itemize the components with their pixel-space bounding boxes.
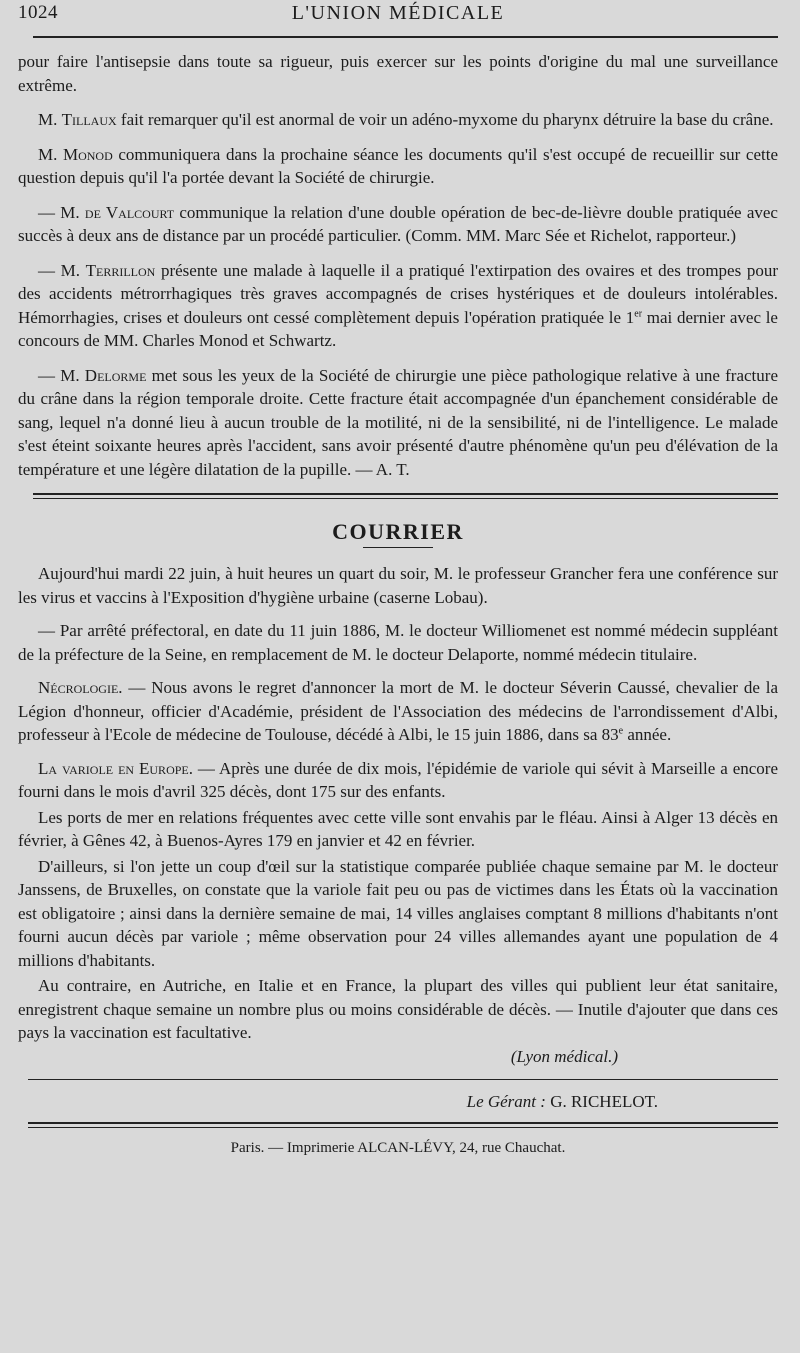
courrier-section — [18, 562, 778, 1069]
proceedings-paragraph: M. Monod communiquera dans la prochaine séance les documents qu'il s'est occupé de recueillir sur cette question depuis qu'il l'a portée devant la Société de chirurgie. — [18, 144, 778, 187]
speaker-name: Delorme — [84, 365, 147, 385]
speaker-name: Tillaux — [61, 110, 117, 129]
news-paragraph: — Par arrêté préfectoral, en date du 11 juin 1886, M. le docteur Williomenet est nommé médecin suppléant de la préfecture de la Seine, en remplacement de M. le docteur Delaporte, nommé médecin titulaire. — [18, 621, 778, 664]
necrology-paragraph: Nécrologie. — Nous avons le regret d'annoncer la mort de M. le docteur Séverin Caussé, chevalier de la Légion d'honneur, officier d'Académie, président de l'Association des médecins de l'arrondissement d'Albi, professeur à l'Ecole de médecine de Toulouse, décédé à Albi, le 15 juin 1886, dans sa 83e année. — [18, 678, 778, 744]
variole-label: La variole en Europe. — [38, 758, 193, 778]
speaker-name: Terrillon — [85, 260, 156, 280]
variole-paragraph: Au contraire, en Autriche, en Italie et en France, la plupart des villes qui publient leur état sanitaire, enregistrent chaque semaine un nombre plus ou moins considérable de décès. — Inutile d'ajouter que dans ces pays la vaccination est facultative. — [18, 976, 778, 1042]
proceedings-paragraph: — M. Delorme met sous les yeux de la Société de chirurgie une pièce pathologique relative à une fracture du crâne dans la région temporale droite. Cette fracture était accompagnée d'un épanchement considérable de sang, lequel n'a donné lieu à aucun trouble de la motilité, ni de la sensibilité, ni de l'intelligence. Le malade s'est éteint soixante heures après l'accident, sans avoir présenté d'autre phénomène qu'un peu d'élévation de la température et une légère dilatation de la pupille. — A. T. — [18, 365, 778, 479]
speaker-name: de Valcourt — [84, 202, 175, 222]
section-divider — [33, 493, 778, 499]
speaker-name: Monod — [62, 144, 113, 164]
header-rule — [33, 36, 778, 38]
printer-imprint: Paris. — Imprimerie ALCAN-LÉVY, 24, rue Chauchat. — [230, 1139, 566, 1156]
proceedings-paragraph: — M. Terrillon présente une malade à laquelle il a pratiqué l'extirpation des ovaires et des trompes pour des accidents métrorrhagiques très graves accompagnés de crises hystériques et de douleurs intolérables. Hémorrhagies, crises et douleurs ont cessé complètement depuis l'opération pratiquée le 1er mai dernier avec le concours de MM. Charles Monod et Schwartz. — [18, 260, 778, 350]
title-underline — [363, 547, 433, 548]
footer-double-rule — [28, 1122, 778, 1128]
gerant-name: G. RICHELOT. — [545, 1091, 658, 1111]
necrology-label: Nécrologie. — [38, 678, 123, 697]
variole-paragraph: Les ports de mer en relations fréquentes avec cette ville sont envahis par le fléau. Ainsi à Alger 13 décès en février, à Gênes 42, à Buenos-Ayres 179 en janvier et 42 en février. — [18, 807, 778, 850]
proceedings-paragraph: — M. de Valcourt communique la relation d'une double opération de bec-de-lièvre double pratiquée avec succès à deux ans de distance par un procédé particulier. (Comm. MM. Marc Sée et Richelot, rapporteur.) — [18, 202, 778, 245]
gerant-label: Le Gérant : — [466, 1091, 546, 1111]
news-paragraph: Aujourd'hui mardi 22 juin, à huit heures un quart du soir, M. le professeur Grancher fera une conférence sur les virus et vaccins à l'Exposition d'hygiène urbaine (caserne Lobau). — [18, 564, 778, 607]
society-proceedings — [18, 50, 778, 481]
variole-paragraph: D'ailleurs, si l'on jette un coup d'œil sur la statistique comparée publiée chaque semaine par M. le docteur Janssens, de Bruxelles, on constate que la variole fait peu ou pas de victimes dans les États où la vaccination est obligatoire ; ainsi dans la dernière semaine de mai, 14 villes anglaises comptant 8 millions d'habitants n'ont fourni aucun décès par variole ; même observation pour 24 villes allemandes ayant une population de 4 millions d'habitants. — [18, 856, 778, 970]
proceedings-paragraph: M. Tillaux fait remarquer qu'il est anormal de voir un adéno-myxome du pharynx détruire la base du crâne. — [38, 110, 774, 129]
journal-title: L'UNION MÉDICALE — [291, 2, 505, 24]
section-title: COURRIER — [332, 519, 464, 544]
running-head — [18, 0, 778, 30]
proceedings-paragraph: pour faire l'antisepsie dans toute sa rigueur, puis exercer sur les points d'origine du mal une surveillance extrême. — [18, 52, 778, 95]
gerant-line — [18, 1092, 778, 1112]
source-citation: (Lyon médical.) — [510, 1046, 618, 1066]
variole-paragraph: La variole en Europe. — Après une durée de dix mois, l'épidémie de variole qui sévit à Marseille a encore fourni dans le mois d'avril 325 décès, dont 175 sur des enfants. — [18, 758, 778, 801]
page-number: 1024 — [18, 2, 58, 23]
footer-rule — [28, 1079, 778, 1080]
